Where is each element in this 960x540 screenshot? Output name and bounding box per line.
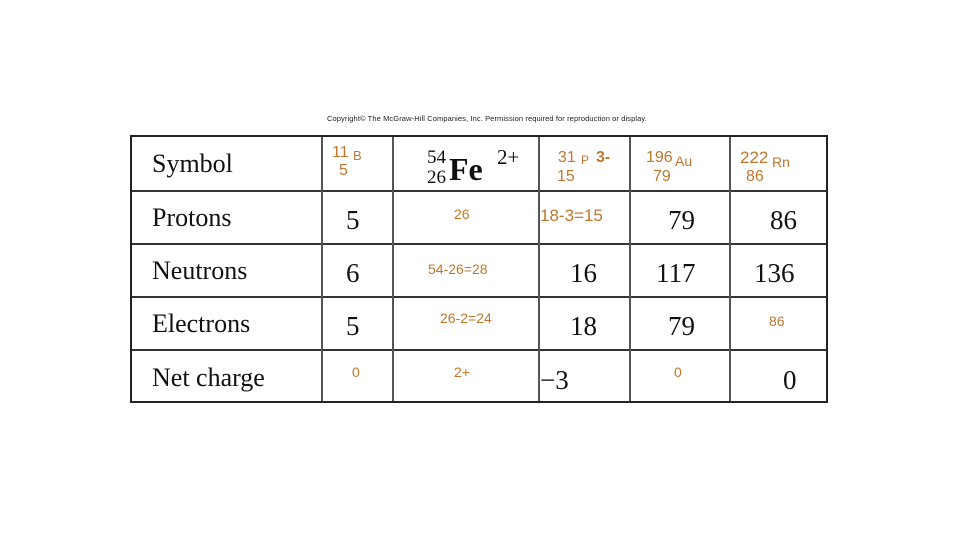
column-divider [392, 137, 394, 401]
boron-neutrons: 6 [346, 258, 360, 288]
row-divider [132, 296, 826, 298]
radon-electrons: 86 [769, 313, 785, 329]
column-divider [538, 137, 540, 401]
nuclide-table [130, 135, 828, 403]
iron-neutrons: 54-26=28 [428, 261, 488, 277]
gold-net-charge: 0 [674, 364, 682, 380]
phosphide-protons: 18-3=15 [540, 206, 603, 225]
phosphide-atomic-number: 15 [557, 168, 575, 185]
boron-mass-number: 11 [332, 144, 349, 161]
column-divider [629, 137, 631, 401]
phosphide-net-charge: −3 [540, 365, 569, 395]
boron-atomic-number: 5 [339, 162, 348, 179]
boron-electrons: 5 [346, 311, 360, 341]
boron-element: B [353, 148, 362, 163]
gold-atomic-number: 79 [653, 168, 671, 185]
gold-mass-number: 196 [646, 149, 673, 166]
row-divider [132, 190, 826, 192]
radon-net-charge: 0 [783, 365, 797, 395]
phosphide-neutrons: 16 [570, 258, 597, 288]
iron-charge: 2+ [497, 145, 520, 169]
iron-element: Fe [449, 151, 483, 187]
gold-protons: 79 [668, 205, 695, 235]
radon-protons: 86 [770, 205, 797, 235]
phosphide-mass-number: 31 [558, 149, 576, 166]
radon-neutrons: 136 [754, 258, 795, 288]
iron-net-charge: 2+ [454, 364, 470, 380]
row-label-symbol: Symbol [152, 149, 233, 178]
column-divider [729, 137, 731, 401]
row-divider [132, 349, 826, 351]
gold-neutrons: 117 [656, 258, 696, 288]
boron-protons: 5 [346, 205, 360, 235]
copyright-notice: Copyright© The McGraw-Hill Companies, Inc. Permission required for reproduction or display. [327, 114, 647, 123]
gold-electrons: 79 [668, 311, 695, 341]
phosphide-element: P [581, 153, 590, 167]
phosphide-electrons: 18 [570, 311, 597, 341]
radon-atomic-number: 86 [746, 168, 764, 185]
boron-net-charge: 0 [352, 364, 360, 380]
iron-atomic-number: 26 [427, 167, 446, 188]
radon-mass-number: 222 [740, 148, 769, 167]
gold-element: Au [675, 153, 693, 169]
iron-mass-number: 54 [427, 147, 446, 168]
radon-element: Rn [772, 154, 790, 170]
row-label-electrons: Electrons [152, 309, 251, 338]
iron-electrons: 26-2=24 [440, 310, 492, 326]
row-label-neutrons: Neutrons [152, 256, 248, 285]
row-divider [132, 243, 826, 245]
column-divider [321, 137, 323, 401]
iron-protons: 26 [454, 206, 470, 222]
row-label-net-charge: Net charge [152, 363, 265, 392]
phosphide-charge: 3- [596, 149, 611, 166]
row-label-protons: Protons [152, 203, 232, 232]
